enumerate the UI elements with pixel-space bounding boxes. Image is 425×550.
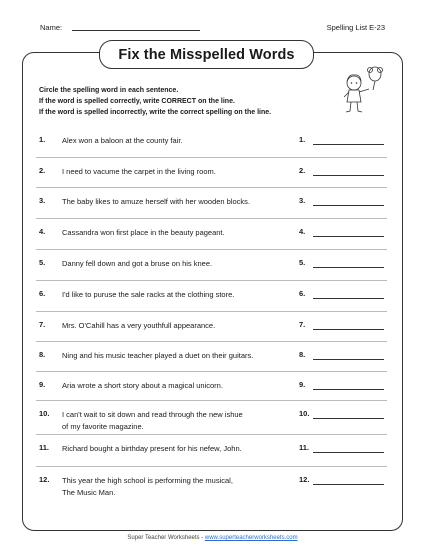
question-text-line: Aria wrote a short story about a magical unicorn. [62,381,223,390]
row-divider [36,434,387,435]
answer-line[interactable] [313,389,384,390]
question-text-line: Danny fell down and got a bruse on his knee. [62,259,213,268]
row-divider [36,371,387,372]
answer-number: 11. [299,443,310,452]
question-text-line: Richard bought a birthday present for his nefew, John. [62,444,242,453]
answer-line[interactable] [313,418,384,419]
answer-number: 7. [299,320,306,329]
question-text-line: The baby likes to amuze herself with her wooden blocks. [62,197,251,206]
row-divider [36,311,387,312]
question-text [62,380,298,392]
row-divider [36,187,387,188]
name-label: Name: [40,23,63,32]
row-divider [36,341,387,342]
question-number: 7. [39,320,46,329]
answer-line[interactable] [313,144,384,145]
question-text-line: Mrs. O'Cahill has a very youthfull appearance. [62,321,216,330]
footer-text: Super Teacher Worksheets - [127,535,205,541]
page-title: Fix the Misspelled Words [118,46,295,63]
answer-line[interactable] [313,236,384,237]
answer-line[interactable] [313,452,384,453]
list-id: Spelling List E-23 [326,23,385,32]
question-number: 9. [39,380,46,389]
question-number: 3. [39,196,46,205]
question-text [62,350,298,362]
question-text-line: I can't wait to sit down and read through the new ishue [62,410,243,419]
answer-number: 5. [299,258,306,267]
question-text [62,166,298,178]
question-text [62,289,298,301]
question-text [62,227,298,239]
answer-line[interactable] [313,298,384,299]
answer-number: 3. [299,196,306,205]
answer-number: 1. [299,135,306,144]
footer [0,535,425,541]
row-divider [36,218,387,219]
answer-line[interactable] [313,205,384,206]
question-text [62,320,298,332]
question-number: 6. [39,289,46,298]
instruction-line: Circle the spelling word in each sentence. [39,87,179,94]
question-text [62,258,298,270]
question-number: 5. [39,258,46,267]
question-text-line: The Music Man. [62,488,116,497]
question-text-line: I'd like to puruse the sale racks at the clothing store. [62,290,235,299]
answer-number: 4. [299,227,306,236]
instruction-line: If the word is spelled incorrectly, write the correct spelling on the line. [39,109,272,116]
answer-number: 6. [299,289,306,298]
question-number: 1. [39,135,46,144]
answer-line[interactable] [313,359,384,360]
answer-number: 10. [299,409,310,418]
question-number: 12. [39,475,50,484]
question-number: 11. [39,443,50,452]
row-divider [36,249,387,250]
answer-number: 8. [299,350,306,359]
answer-line[interactable] [313,267,384,268]
question-text-line: Cassandra won first place in the beauty pageant. [62,228,225,237]
footer-link[interactable]: www.superteacherworksheets.com [204,535,298,541]
answer-line[interactable] [313,484,384,485]
question-text-line: Ning and his music teacher played a duet on their guitars. [62,351,254,360]
question-text [62,409,298,433]
question-text [62,196,298,208]
question-number: 2. [39,166,46,175]
row-divider [36,400,387,401]
answer-number: 12. [299,475,310,484]
answer-line[interactable] [313,329,384,330]
answer-number: 9. [299,380,306,389]
question-text-line: of my favorite magazine. [62,422,144,431]
question-number: 8. [39,350,46,359]
question-text [62,135,298,147]
question-number: 4. [39,227,46,236]
answer-line[interactable] [313,175,384,176]
row-divider [36,157,387,158]
question-number: 10. [39,409,50,418]
question-text [62,443,298,455]
row-divider [36,466,387,467]
answer-number: 2. [299,166,306,175]
question-text [62,475,298,499]
instruction-line: If the word is spelled correctly, write CORRECT on the line. [39,98,235,105]
question-text-line: Alex won a baloon at the county fair. [62,136,183,145]
row-divider [36,280,387,281]
question-text-line: I need to vacume the carpet in the living room. [62,167,216,176]
question-text-line: This year the high school is performing the musical, [62,476,233,485]
